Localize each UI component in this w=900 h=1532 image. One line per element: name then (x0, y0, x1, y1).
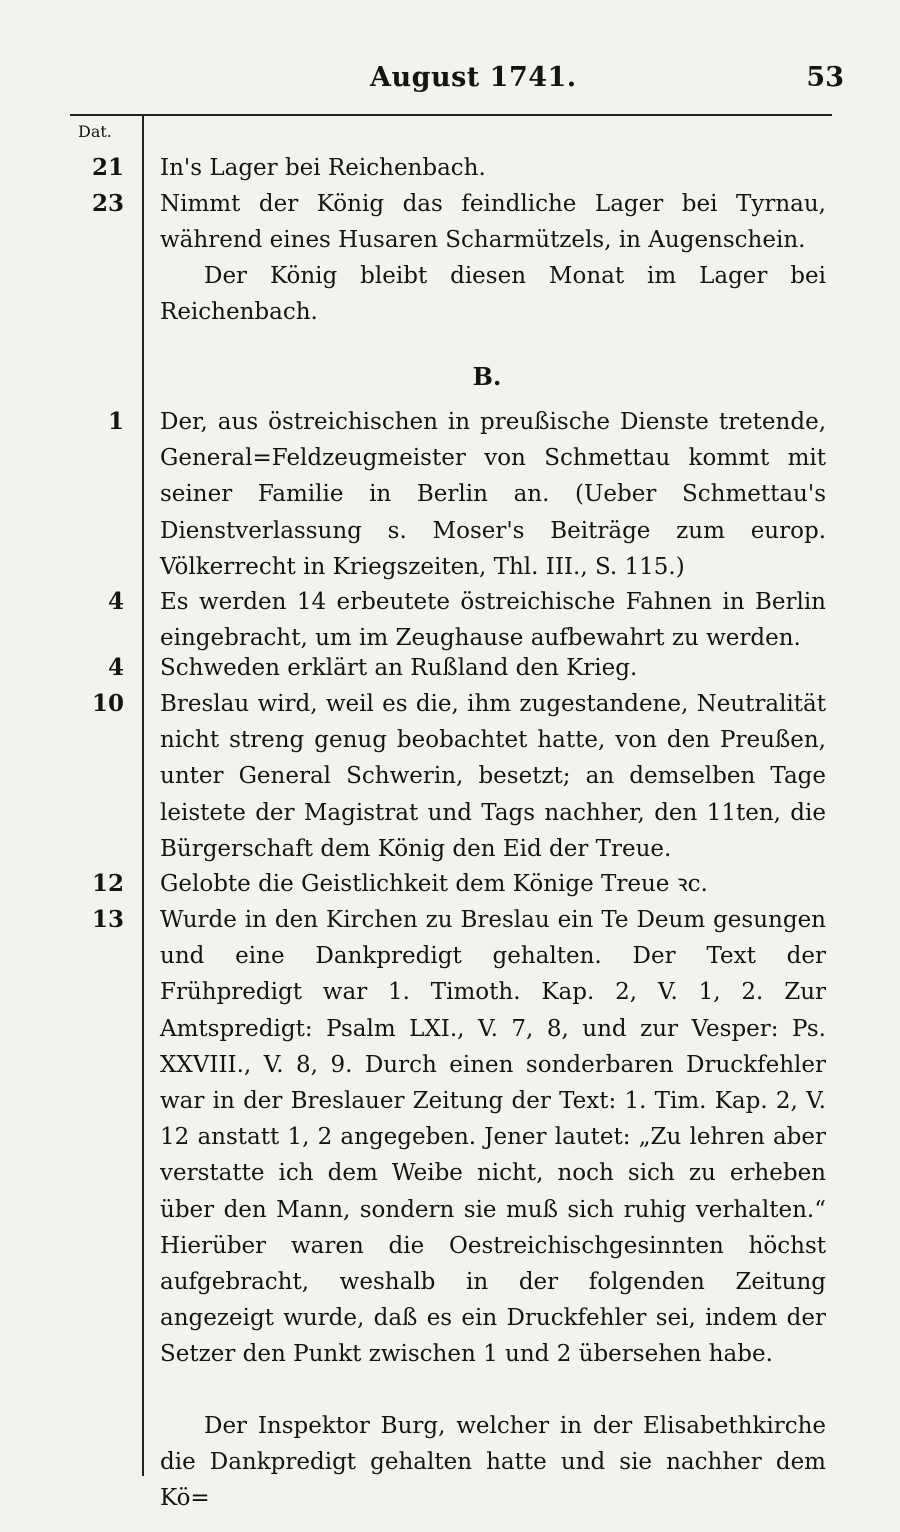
entry-date: 10 (91, 690, 124, 717)
entry-text: Wurde in den Kirchen zu Breslau ein Te Deum gesungen und eine Dankpredigt gehalten. Der Text der Frühpredigt war 1. Timoth. Kap. 2, V. 1, 2. Zur Amtspredigt: Psalm LXI., V. 7, 8, und zur Vesper: Ps. XXVIII., V. 8, 9. Durch einen sonderbaren Druckfehler war in der Breslauer Zeitung der Text: 1. Tim. Kap. 2, V. 12 anstatt 1, 2 angegeben. Jener lautet: „Zu lehren aber verstatte ich dem Weibe nicht, noch sich zu erheben über den Mann, sondern sie muß sich ruhig verhalten.“ Hierüber waren die Oestreichischgesinnten höchst aufgebracht, weshalb in der folgenden Zeitung angezeigt wurde, daß es ein Druckfehler sei, indem der Setzer den Punkt zwischen 1 und 2 übersehen habe. (160, 907, 826, 1368)
entry-text: Gelobte die Geistlichkeit dem Könige Treue ꝛc. (160, 871, 708, 897)
entry-text: Es werden 14 erbeutete östreichische Fahnen in Berlin eingebracht, um im Zeughause aufbewahrt zu werden. (160, 589, 826, 652)
entry-text: In's Lager bei Reichenbach. (160, 155, 486, 181)
page-number: 53 (806, 62, 844, 93)
running-title: August 1741. (370, 62, 577, 93)
header-rule (70, 114, 832, 116)
entry-text: Der König bleibt diesen Monat im Lager bei Reichenbach. (160, 263, 826, 326)
entry-date: 4 (107, 588, 124, 615)
entry-date: 4 (107, 654, 124, 681)
entry-date: 13 (91, 906, 124, 933)
section-heading: B. (472, 362, 502, 391)
entry-text: Der Inspektor Burg, welcher in der Elisabethkirche die Dankpredigt gehalten hatte und sie nachher dem Kö= (160, 1413, 826, 1512)
entry-text: Breslau wird, weil es die, ihm zugestandene, Neutralität nicht streng genug beobachtet hatte, von den Preußen, unter General Schwerin, besetzt; an demselben Tage leistete der Magistrat und Tags nachher, den 11ten, die Bürgerschaft dem König den Eid der Treue. (160, 691, 826, 862)
entry-date: 1 (107, 408, 124, 435)
entry-text: Der, aus östreichischen in preußische Dienste tretende, General=Feldzeugmeister von Schmettau kommt mit seiner Familie in Berlin an. (Ueber Schmettau's Dienstverlassung s. Moser's Beiträge zum europ. Völkerrecht in Kriegszeiten, Thl. III., S. 115.) (160, 409, 826, 580)
date-column-label: Dat. (78, 122, 112, 141)
entry-date: 12 (91, 870, 124, 897)
entry-date: 23 (91, 190, 124, 217)
entry-text: Nimmt der König das feindliche Lager bei Tyrnau, während eines Husaren Scharmützels, in Augenschein. (160, 191, 826, 254)
entry-date: 21 (91, 154, 124, 181)
date-column-rule (142, 116, 144, 1476)
entry-text: Schweden erklärt an Rußland den Krieg. (160, 655, 638, 681)
running-header (0, 62, 900, 102)
